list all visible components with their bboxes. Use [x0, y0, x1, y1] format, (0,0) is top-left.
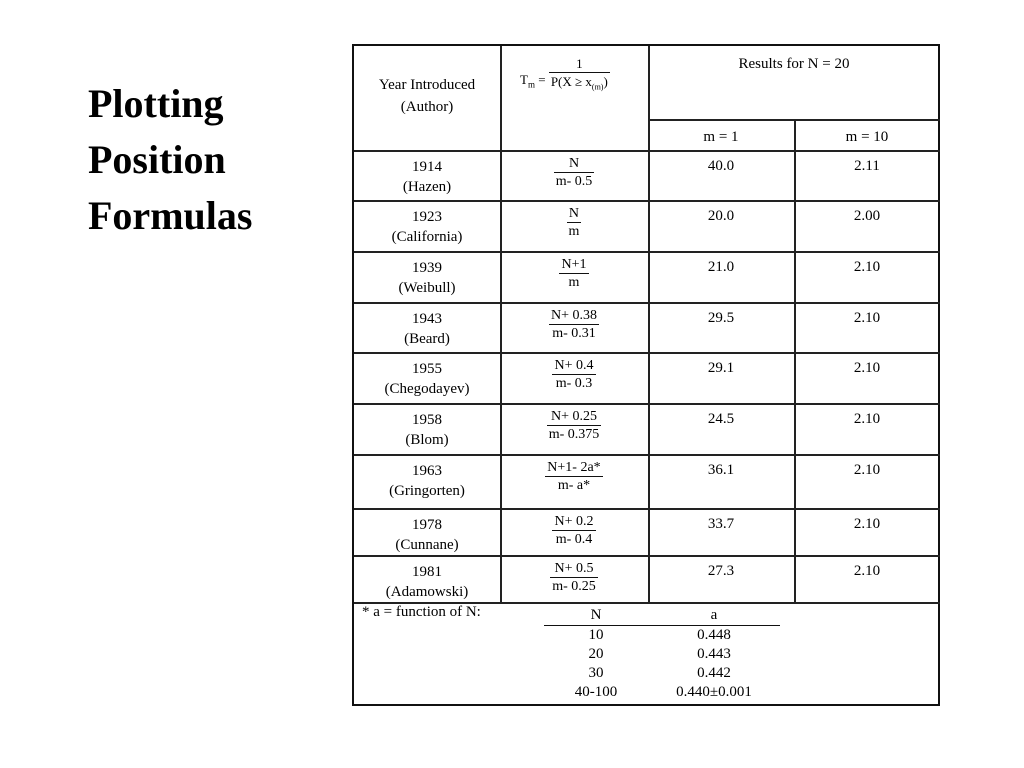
row-line — [354, 403, 940, 405]
row-line — [354, 302, 940, 304]
row-formula — [500, 256, 648, 291]
row-author: (Beard) — [404, 331, 450, 347]
row-formula-fraction — [567, 205, 582, 240]
title-line-3: Formulas — [88, 193, 253, 238]
row-year-author — [354, 207, 500, 247]
formula-den-main: P(X ≥ x — [550, 74, 592, 89]
row-formula-denominator: m — [559, 273, 588, 291]
header-author-label: (Author) — [400, 99, 454, 115]
footnote-a-value: 0.442 — [697, 665, 731, 681]
row-formula-fraction — [545, 459, 602, 494]
row-formula-denominator: m- a* — [545, 476, 602, 494]
row-formula-denominator: m- 0.3 — [552, 374, 595, 392]
footnote-row — [544, 683, 780, 702]
header-m1: m = 1 — [703, 129, 739, 145]
row-year-author — [354, 410, 500, 450]
row-m10-value: 2.10 — [853, 411, 881, 427]
row-line — [354, 555, 940, 557]
row-formula — [500, 459, 648, 494]
row-year: 1978 — [412, 517, 442, 533]
formula-numerator: 1 — [576, 56, 583, 71]
row-m10-value: 2.10 — [853, 259, 881, 275]
row-formula-fraction — [552, 357, 595, 392]
footnote-n-value: 10 — [588, 627, 604, 643]
footnote-header-row — [544, 606, 780, 626]
header-year-label: Year Introduced — [378, 77, 476, 93]
footnote-a-value: 0.448 — [697, 627, 731, 643]
row-formula — [500, 155, 648, 190]
footnote-a-value: 0.440±0.001 — [676, 684, 752, 700]
header-m10: m = 10 — [845, 129, 889, 145]
slide-title — [88, 76, 252, 244]
footnote-n-value: 40-100 — [574, 684, 618, 700]
row-formula-fraction — [550, 560, 598, 595]
formula-fraction — [549, 56, 610, 97]
formula-lhs: T — [520, 71, 528, 87]
row-year: 1943 — [412, 311, 442, 327]
row-formula-fraction — [552, 513, 595, 548]
row-m1-value: 40.0 — [707, 158, 735, 174]
row-m10-value: 2.10 — [853, 462, 881, 478]
row-m10-value: 2.10 — [853, 360, 881, 376]
header-bottom-line — [354, 150, 940, 152]
row-year-author — [354, 515, 500, 555]
row-author: (Hazen) — [402, 179, 452, 195]
row-formula-fraction — [554, 155, 595, 190]
formula-den-close: ) — [603, 74, 608, 89]
header-subdivider — [648, 119, 940, 121]
row-line — [354, 352, 940, 354]
header-results-title: Results for N = 20 — [738, 56, 850, 72]
row-author: (Adamowski) — [385, 584, 469, 600]
row-year-author — [354, 359, 500, 399]
header-year-author — [354, 74, 500, 118]
footnote-rows — [544, 626, 780, 702]
row-m1-value: 20.0 — [707, 208, 735, 224]
row-formula — [500, 560, 648, 595]
footnote-table — [544, 606, 780, 702]
row-formula-denominator: m- 0.31 — [549, 324, 599, 342]
row-author: (Gringorten) — [389, 483, 465, 499]
row-year: 1914 — [412, 159, 442, 175]
row-formula-denominator: m- 0.25 — [552, 579, 596, 594]
row-formula-fraction — [559, 256, 588, 291]
row-year-author — [354, 562, 500, 602]
row-author: (Cunnane) — [395, 537, 459, 553]
row-year-author — [354, 309, 500, 349]
row-m1-value: 29.1 — [707, 360, 735, 376]
title-line-2: Position — [88, 137, 226, 182]
row-formula-numerator: N — [568, 206, 580, 221]
row-formula-fraction — [547, 408, 602, 443]
footnote-col-n: N — [590, 607, 602, 623]
row-year: 1955 — [412, 361, 442, 377]
row-formula-numerator: N+ 0.25 — [550, 409, 597, 424]
footnote-a-value: 0.443 — [697, 646, 731, 662]
title-line-1: Plotting — [88, 81, 224, 126]
row-m10-value: 2.10 — [853, 310, 881, 326]
row-formula — [500, 307, 648, 342]
row-formula — [500, 205, 648, 240]
row-author: (Blom) — [405, 432, 449, 448]
row-formula-numerator: N+ 0.2 — [554, 514, 594, 529]
row-m10-value: 2.00 — [853, 208, 881, 224]
formula-denominator — [549, 72, 610, 97]
row-formula-denominator: m — [568, 224, 580, 239]
plotting-position-table — [352, 44, 940, 706]
footnote-col-a: a — [710, 607, 718, 623]
row-formula-fraction — [549, 307, 599, 342]
footnote-row — [544, 664, 780, 683]
footnote-row — [544, 626, 780, 645]
row-formula — [500, 357, 648, 392]
row-formula-numerator: N+ 0.5 — [554, 561, 594, 576]
row-year: 1939 — [412, 260, 442, 276]
row-formula — [500, 513, 648, 548]
row-formula-denominator: m- 0.5 — [555, 174, 593, 189]
footnote-n-value: 30 — [588, 665, 604, 681]
row-author: (California) — [391, 229, 463, 245]
row-formula-numerator: N+1- 2a* — [547, 460, 601, 475]
row-m1-value: 29.5 — [707, 310, 735, 326]
row-formula-numerator: N+ 0.4 — [554, 358, 594, 373]
row-year: 1981 — [412, 564, 442, 580]
row-formula-denominator: m- 0.4 — [552, 530, 595, 548]
footnote-n-value: 20 — [588, 646, 604, 662]
row-m1-value: 33.7 — [707, 516, 735, 532]
row-m1-value: 21.0 — [707, 259, 735, 275]
row-author: (Chegodayev) — [384, 381, 470, 397]
row-m1-value: 24.5 — [707, 411, 735, 427]
row-m1-value: 27.3 — [707, 563, 735, 579]
row-formula-numerator: N+ 0.38 — [550, 308, 597, 323]
row-m10-value: 2.10 — [853, 516, 881, 532]
row-year: 1963 — [412, 463, 442, 479]
row-year-author — [354, 461, 500, 501]
row-year-author — [354, 157, 500, 197]
row-line — [354, 251, 940, 253]
formula-equals: = — [538, 71, 546, 87]
formula-den-sub: (m) — [591, 82, 604, 92]
formula-lhs-sub: m — [527, 79, 535, 90]
row-formula — [500, 408, 648, 443]
row-m10-value: 2.10 — [853, 563, 881, 579]
row-line — [354, 508, 940, 510]
row-formula-denominator: m- 0.375 — [548, 427, 600, 442]
footnote-label: * a = function of N: — [362, 604, 481, 620]
row-line — [354, 200, 940, 202]
row-m1-value: 36.1 — [707, 462, 735, 478]
row-formula-numerator: N — [568, 156, 580, 171]
row-year: 1923 — [412, 209, 442, 225]
row-year: 1958 — [412, 412, 442, 428]
row-year-author — [354, 258, 500, 298]
row-author: (Weibull) — [398, 280, 456, 296]
row-formula-numerator: N+1 — [561, 257, 587, 272]
header-formula — [520, 56, 610, 97]
footnote-row — [544, 645, 780, 664]
row-m10-value: 2.11 — [854, 158, 880, 174]
row-line — [354, 454, 940, 456]
